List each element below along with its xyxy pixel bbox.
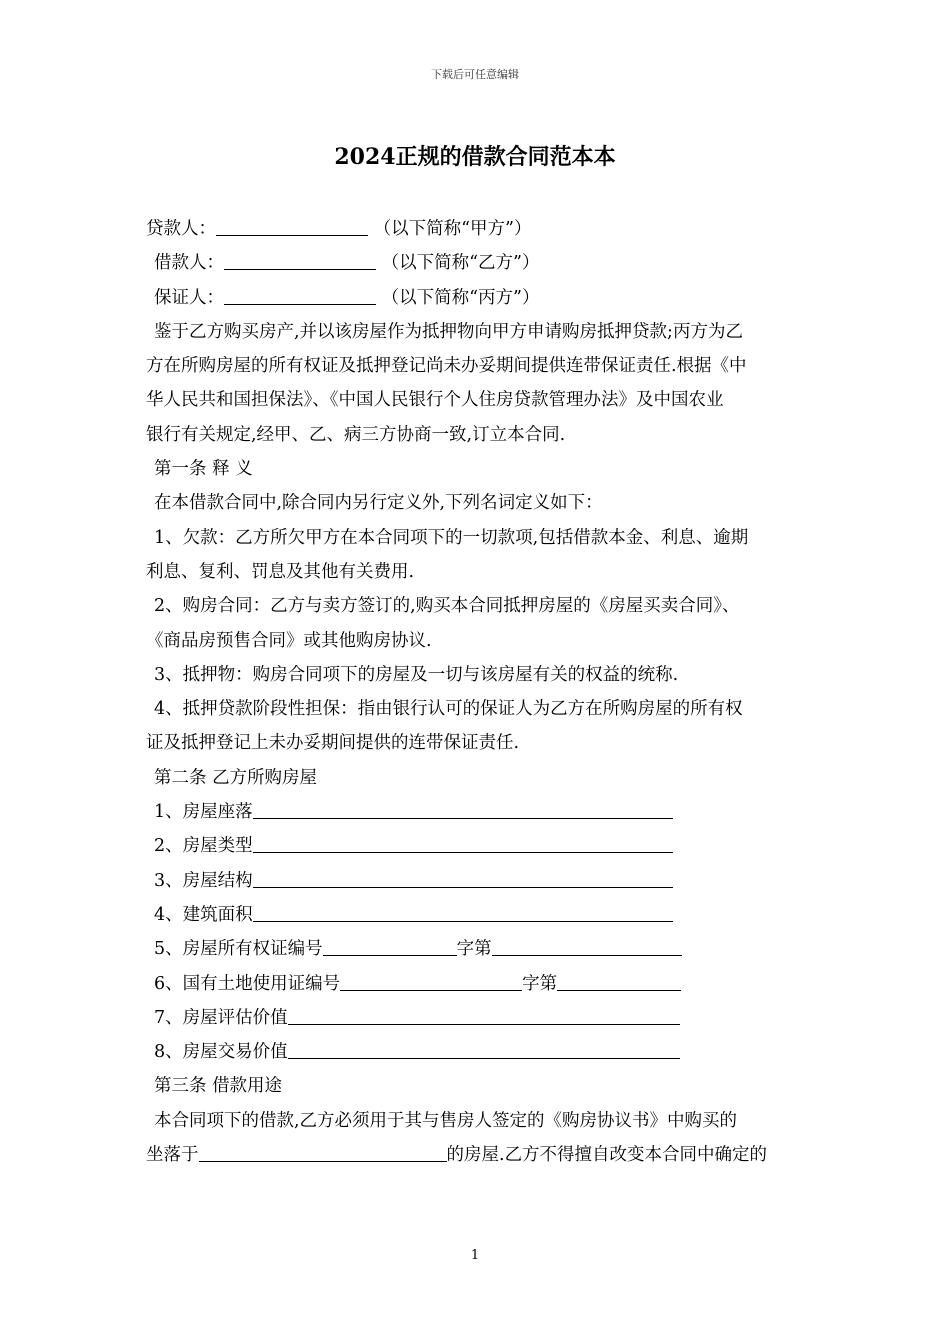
article3-text-cont: 的房屋.乙方不得擅自改变本合同中确定的 (446, 1145, 768, 1166)
article1-intro: 在本借款合同中,除合同内另行定义外,下列名词定义如下： (154, 493, 603, 514)
article3-text (146, 1138, 806, 1172)
field-mid-label: 字第 (456, 939, 492, 960)
definition-item-cont: 证及抵押登记上未办妥期间提供的连带保证责任. (146, 733, 520, 754)
borrower-line (146, 246, 806, 280)
lender-line (146, 212, 806, 246)
property-field (146, 932, 806, 966)
preamble-line: 银行有关规定,经甲、乙、病三方协商一致,订立本合同. (146, 424, 566, 445)
guarantor-label: 保证人： (154, 287, 224, 308)
lender-label: 贷款人： (146, 219, 216, 239)
document-title: 2024正规的借款合同范本本 (334, 144, 616, 170)
field-blank (253, 800, 673, 819)
property-field (146, 864, 806, 898)
field-blank (557, 972, 681, 991)
preamble-line: 鉴于乙方购买房产,并以该房屋作为抵押物向甲方申请购房抵押贷款;丙方为乙 (154, 321, 743, 342)
definition-item: 1、欠款：乙方所欠甲方在本合同项下的一切款项,包括借款本金、利息、逾期 (154, 527, 749, 548)
borrower-blank (224, 251, 376, 270)
guarantor-blank (224, 286, 376, 305)
preamble-line: 方在所购房屋的所有权证及抵押登记尚未办妥期间提供连带保证责任.根据《中 (146, 356, 747, 377)
article3-heading: 第三条 借款用途 (154, 1076, 283, 1097)
lender-blank (216, 217, 368, 236)
definition-item: 3、抵押物：购房合同项下的房屋及一切与该房屋有关的权益的统称. (154, 664, 679, 685)
property-field (146, 1001, 806, 1035)
field-blank (253, 903, 673, 922)
article1-heading: 第一条 释 义 (154, 459, 253, 480)
field-label: 3、房屋结构 (154, 870, 253, 891)
definition-item: 2、购房合同：乙方与卖方签订的,购买本合同抵押房屋的《房屋买卖合同》、 (154, 596, 740, 617)
field-label: 6、国有土地使用证编号 (154, 973, 341, 994)
property-field (146, 829, 806, 863)
field-label: 8、房屋交易价值 (154, 1042, 288, 1063)
property-field (146, 967, 806, 1001)
field-blank (340, 972, 522, 991)
field-blank (253, 834, 673, 853)
field-blank (288, 1040, 680, 1059)
property-field (146, 795, 806, 829)
contract-body (146, 212, 806, 1172)
field-blank (288, 1006, 680, 1025)
field-label: 7、房屋评估价值 (154, 1007, 288, 1028)
location-blank (199, 1143, 447, 1162)
field-label: 5、房屋所有权证编号 (154, 939, 323, 960)
guarantor-line (146, 281, 806, 315)
page-number: 1 (470, 1248, 480, 1263)
field-blank (253, 869, 673, 888)
borrower-label: 借款人： (154, 253, 224, 274)
preamble-line: 华人民共和国担保法》、《中国人民银行个人住房贷款管理办法》及中国农业 (146, 390, 724, 411)
field-blank (323, 937, 457, 956)
guarantor-suffix: （以下简称“丙方”） (381, 287, 540, 308)
field-mid-label: 字第 (522, 973, 558, 994)
definition-item-cont: 《商品房预售合同》或其他购房协议. (146, 630, 432, 651)
article3-text: 本合同项下的借款,乙方必须用于其与售房人签定的《购房协议书》中购买的 (154, 1110, 738, 1131)
lender-suffix: （以下简称“甲方”） (373, 219, 532, 239)
field-blank (492, 937, 682, 956)
definition-item: 4、抵押贷款阶段性担保：指由银行认可的保证人为乙方在所购房屋的所有权 (154, 699, 743, 720)
definition-item-cont: 利息、复利、罚息及其他有关费用. (146, 561, 415, 582)
property-field (146, 898, 806, 932)
article2-heading: 第二条 乙方所购房屋 (154, 767, 318, 788)
field-label: 1、房屋座落 (154, 802, 253, 823)
field-label: 2、房屋类型 (154, 836, 253, 857)
field-label: 4、建筑面积 (154, 904, 253, 925)
borrower-suffix: （以下简称“乙方”） (381, 253, 540, 274)
location-label: 坐落于 (146, 1145, 199, 1166)
property-field (146, 1035, 806, 1069)
header-note: 下载后可任意编辑 (431, 68, 519, 81)
